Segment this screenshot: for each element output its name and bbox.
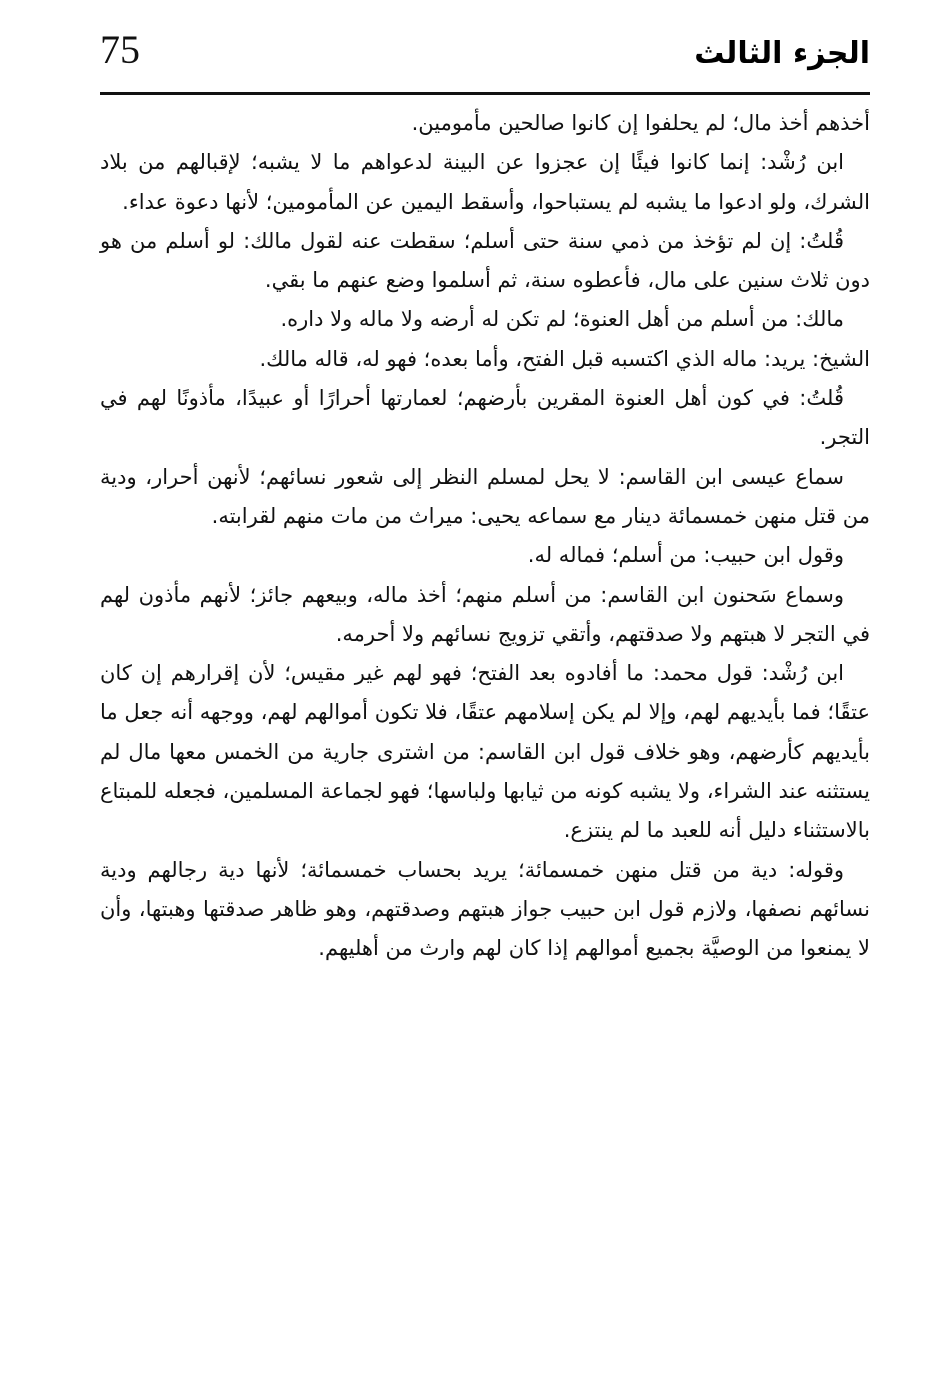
paragraph: وقوله: دية من قتل منهن خمسمائة؛ يريد بحساب خمسمائة؛ لأنها دية رجالهم ودية نسائهم نصفها، ولازم قول ابن حبيب جواز هبتهم وصدقتهم، وهو ظاهر صدقتها وهبتها، وأن لا يمنعوا من الوصيَّة بجميع أموالهم إذا كان لهم وارث من أهليهم. — [100, 857, 870, 961]
page-header — [100, 28, 870, 88]
paragraph: أخذهم أخذ مال؛ لم يحلفوا إن كانوا صالحين مأمومين. — [411, 111, 870, 135]
paragraph: الشيخ: يريد: ماله الذي اكتسبه قبل الفتح، وأما بعده؛ فهو له، قاله مالك. — [259, 346, 870, 371]
header-divider — [100, 92, 870, 95]
page-number: 75 — [100, 27, 140, 72]
paragraph: ابن رُشْد: إنما كانوا فيئًا إن عجزوا عن البينة لدعواهم ما لا يشبه؛ لإقبالهم من بلاد الشرك، ولو ادعوا ما يشبه لم يستباحوا، وأسقط اليمين عن المأمومين؛ لأنها دعوة عداء. — [100, 150, 870, 214]
paragraph: ابن رُشْد: قول محمد: ما أفادوه بعد الفتح؛ فهو لهم غير مقيس؛ لأن إقرارهم إن كان عتقًا؛ فما بأيديهم لهم، وإلا لم يكن إسلامهم عتقًا، فلا تكون أموالهم لهم، ووجهه أنه جعل ما بأيديهم كأرضهم، وهو خلاف قول ابن القاسم: من اشترى جارية من الخمس معها مال لم يستثنه عند الشراء، ولا يشبه كونه من ثيابها ولباسها؛ فهو لجماعة المسلمين، فجعله للمبتاع بالاستثناء دليل أنه للعبد ما لم ينتزع. — [100, 661, 870, 843]
running-title: الجزء الثالث — [694, 36, 870, 71]
paragraph: قُلتُ: إن لم تؤخذ من ذمي سنة حتى أسلم؛ سقطت عنه لقول مالك: لو أسلم من هو دون ثلاث سنين على مال، فأعطوه سنة، ثم أسلموا وضع عنهم ما بقي. — [100, 228, 870, 293]
body-text — [100, 104, 870, 969]
paragraph: وقول ابن حبيب: من أسلم؛ فماله له. — [527, 543, 844, 568]
paragraph: سماع عيسى ابن القاسم: لا يحل لمسلم النظر إلى شعور نسائهم؛ لأنهن أحرار، ودية من قتل منهن خمسمائة دينار مع سماعه يحيى: ميراث من مات منهم لقرابته. — [100, 464, 870, 528]
paragraph: مالك: من أسلم من أهل العنوة؛ لم تكن له أرضه ولا ماله ولا داره. — [280, 307, 844, 332]
paragraph: قُلتُ: في كون أهل العنوة المقرين بأرضهم؛ لعمارتها أحرارًا أو عبيدًا، مأذونًا لهم في التجر. — [100, 386, 870, 450]
paragraph: وسماع سَحنون ابن القاسم: من أسلم منهم؛ أخذ ماله، وبيعهم جائز؛ لأنهم مأذون لهم في التجر لا هبتهم ولا صدقتهم، وأتقي تزويج نسائهم ولا أحرمه. — [100, 582, 870, 646]
